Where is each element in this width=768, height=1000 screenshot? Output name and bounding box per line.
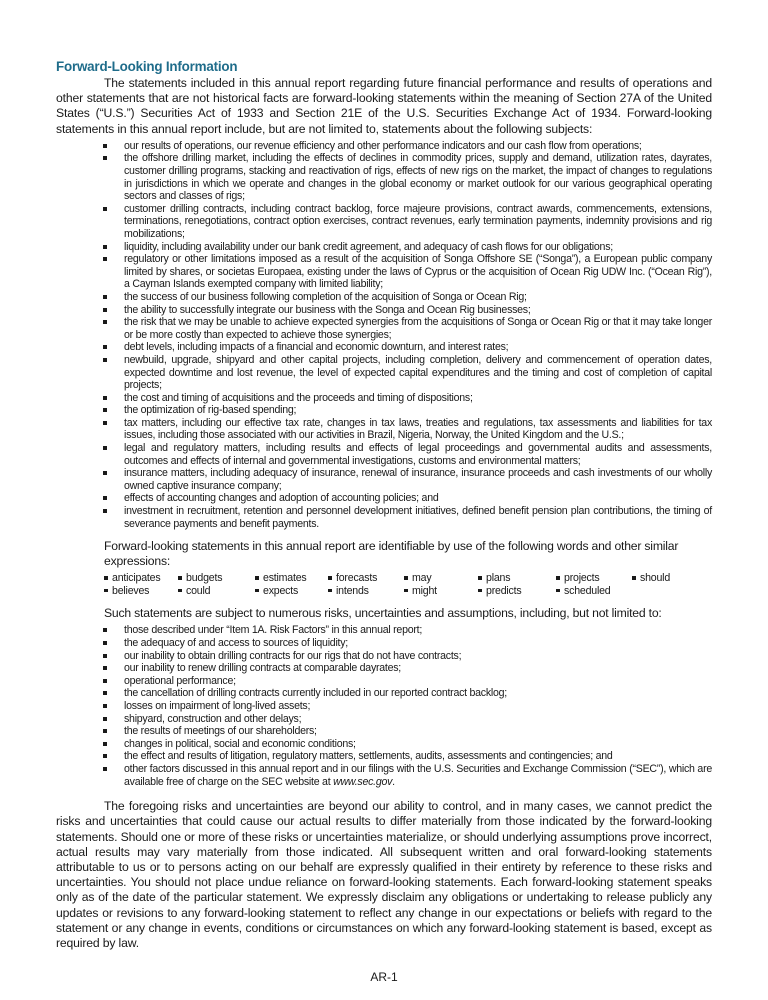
list-item-text: the results of meetings of our shareholders; <box>124 725 317 738</box>
risk-item <box>103 713 712 726</box>
risk-item <box>103 662 712 675</box>
subjects-list <box>56 140 712 530</box>
forward-looking-word <box>404 585 478 598</box>
risk-item <box>103 675 712 688</box>
subject-item <box>103 140 712 153</box>
list-item-text: losses on impairment of long-lived assets; <box>124 699 311 712</box>
word-text: may <box>412 572 432 585</box>
forward-looking-word <box>556 572 632 585</box>
subject-item <box>103 291 712 304</box>
forward-looking-word <box>178 572 255 585</box>
list-item-text: the effect and results of litigation, regulatory matters, settlements, audits, assessments and contingencies; and <box>124 750 613 763</box>
square-bullet-icon <box>104 589 108 593</box>
square-bullet-icon <box>178 576 182 580</box>
subject-item <box>103 316 712 341</box>
square-bullet-icon <box>103 641 107 645</box>
forward-looking-word <box>478 585 556 598</box>
risk-item <box>103 763 712 788</box>
square-bullet-icon <box>103 446 107 450</box>
square-bullet-icon <box>478 589 482 593</box>
square-bullet-icon <box>103 742 107 746</box>
subject-item <box>103 341 712 354</box>
square-bullet-icon <box>103 358 107 362</box>
list-item-text: the optimization of rig-based spending; <box>124 404 297 417</box>
list-item-text: regulatory or other limitations imposed as a result of the acquisition of Songa Offshore SE (“Songa”), a European public company limited by shares, or societas Europaea, existing under the laws of Cyprus or the acquisition of Ocean Rig UDW Inc. (“Ocean Rig”), a Cayman Islands exempted company with limited liability; <box>124 253 712 291</box>
sec-website-link[interactable]: www.sec.gov <box>333 775 393 788</box>
square-bullet-icon <box>103 654 107 658</box>
square-bullet-icon <box>103 144 107 148</box>
square-bullet-icon <box>103 691 107 695</box>
forward-looking-words-grid <box>104 572 712 597</box>
forward-looking-word <box>556 585 632 598</box>
square-bullet-icon <box>103 320 107 324</box>
list-item-text: the success of our business following completion of the acquisition of Songa or Ocean Rig; <box>124 290 527 303</box>
risk-item <box>103 687 712 700</box>
square-bullet-icon <box>404 576 408 580</box>
square-bullet-icon <box>103 396 107 400</box>
square-bullet-icon <box>103 767 107 771</box>
square-bullet-icon <box>103 729 107 733</box>
list-item-text: operational performance; <box>124 674 236 687</box>
square-bullet-icon <box>103 295 107 299</box>
square-bullet-icon <box>478 576 482 580</box>
word-text: intends <box>336 584 369 597</box>
word-text: plans <box>486 572 511 585</box>
word-text: should <box>640 572 671 585</box>
list-item-text: the risk that we may be unable to achieve expected synergies from the acquisitions of Songa or Ocean Rig or that it may take longer or be more costly than expected to achieve those synergies; <box>124 316 712 341</box>
word-text: might <box>412 584 437 597</box>
risk-item <box>103 700 712 713</box>
list-item-text: the ability to successfully integrate our business with the Songa and Ocean Rig businesses; <box>124 303 531 316</box>
risks-lead: Such statements are subject to numerous risks, uncertainties and assumptions, including, but not limited to: <box>104 606 662 621</box>
word-text: predicts <box>486 584 522 597</box>
list-item-text: debt levels, including impacts of a financial and economic downturn, and interest rates; <box>124 341 509 354</box>
list-item-text: insurance matters, including adequacy of insurance, renewal of insurance, insurance proceeds and cash investments of our wholly owned captive insurance company; <box>124 467 712 492</box>
list-item-text: our inability to obtain drilling contracts for our rigs that do not have contracts; <box>124 649 462 662</box>
square-bullet-icon <box>103 717 107 721</box>
list-item-text: those described under “Item 1A. Risk Factors” in this annual report; <box>124 624 423 637</box>
square-bullet-icon <box>103 471 107 475</box>
subject-item <box>103 253 712 291</box>
word-text: expects <box>263 584 299 597</box>
subject-item <box>103 404 712 417</box>
square-bullet-icon <box>328 576 332 580</box>
square-bullet-icon <box>103 156 107 160</box>
list-item-text: the offshore drilling market, including the effects of declines in commodity prices, supply and demand, utilization rates, dayrates, customer drilling programs, stacking and reactivation of rigs, effects of new rigs on the market, the impact of changes to regulations in jurisdictions in which we operate and changes in the global economy or market outlook for our various geographical operating sectors and classes of rigs; <box>124 152 712 203</box>
forward-looking-word <box>478 572 556 585</box>
square-bullet-icon <box>103 679 107 683</box>
square-bullet-icon <box>632 576 636 580</box>
document-page <box>56 58 712 951</box>
forward-looking-word <box>104 572 178 585</box>
word-text: forecasts <box>336 572 378 585</box>
square-bullet-icon <box>103 257 107 261</box>
square-bullet-icon <box>103 308 107 312</box>
forward-looking-word <box>255 572 328 585</box>
list-item-text: our inability to renew drilling contracts at comparable dayrates; <box>124 662 401 675</box>
list-item-text: newbuild, upgrade, shipyard and other capital projects, including completion, delivery and commencement of operation dates, expected downtime and lost revenue, the level of expected capital expenditures and the timing and cost of completion of capital projects; <box>124 353 712 392</box>
list-item-text: tax matters, including our effective tax rate, changes in tax laws, treaties and regulations, tax assessments and liabilities for tax issues, including those associated with our activities in Brazil, Nigeria, Norway, the United Kingdom and the U.S.; <box>124 416 712 442</box>
list-item-text: shipyard, construction and other delays; <box>124 712 302 725</box>
square-bullet-icon <box>255 589 259 593</box>
subject-item <box>103 467 712 492</box>
subject-item <box>103 505 712 530</box>
word-text: believes <box>112 584 150 597</box>
risks-list <box>56 624 712 788</box>
square-bullet-icon <box>556 589 560 593</box>
page-number: AR-1 <box>370 970 398 984</box>
list-item-text: the cancellation of drilling contracts currently included in our reported contract backlog; <box>124 687 507 700</box>
list-item-text: liquidity, including availability under our bank credit agreement, and adequacy of cash flows for our obligations; <box>124 240 613 253</box>
subject-item <box>103 152 712 202</box>
list-item-suffix: . <box>392 775 395 788</box>
risk-item <box>103 624 712 637</box>
list-item-text: effects of accounting changes and adoption of accounting policies; and <box>124 492 439 505</box>
square-bullet-icon <box>104 576 108 580</box>
subject-item <box>103 417 712 442</box>
forward-looking-word <box>255 585 328 598</box>
list-item-text: customer drilling contracts, including contract backlog, force majeure provisions, contract awards, commencements, extensions, terminations, renegotiations, contract option exercises, contract revenues, early termination payments, indemnity provisions and rig mobilizations; <box>124 202 712 240</box>
square-bullet-icon <box>178 589 182 593</box>
subject-item <box>103 392 712 405</box>
word-text: budgets <box>186 572 223 585</box>
list-item-text: investment in recruitment, retention and personnel development initiatives, defined benefit pension plan contributions, the timing of severance payments and benefit payments. <box>124 505 712 530</box>
risk-item <box>103 750 712 763</box>
word-text: projects <box>564 572 600 585</box>
word-text: anticipates <box>112 572 161 585</box>
list-item-text: legal and regulatory matters, including results and effects of legal proceedings and governmental audits and assessments, outcomes and effects of internal and governmental investigations, customs and environmental matters; <box>124 442 712 467</box>
square-bullet-icon <box>103 345 107 349</box>
square-bullet-icon <box>103 245 107 249</box>
forward-looking-word <box>328 572 404 585</box>
square-bullet-icon <box>556 576 560 580</box>
subject-item <box>103 203 712 241</box>
subject-item <box>103 241 712 254</box>
list-item-text: the cost and timing of acquisitions and the proceeds and timing of dispositions; <box>124 391 473 404</box>
list-item-text: our results of operations, our revenue efficiency and other performance indicators and our cash flow from operations; <box>124 139 642 152</box>
list-item-text: other factors discussed in this annual report and in our filings with the U.S. Securities and Exchange Commission (“SEC”), which are available free of charge on the SEC website at <box>124 762 712 788</box>
square-bullet-icon <box>103 666 107 670</box>
subject-item <box>103 304 712 317</box>
square-bullet-icon <box>103 509 107 513</box>
subject-item <box>103 442 712 467</box>
section-heading: Forward-Looking Information <box>56 59 238 74</box>
subject-item <box>103 354 712 392</box>
word-text: scheduled <box>564 584 611 597</box>
forward-looking-word <box>632 572 702 585</box>
square-bullet-icon <box>103 408 107 412</box>
words-lead: Forward-looking statements in this annual report are identifiable by use of the following words and other similar expressions: <box>104 539 679 569</box>
risk-item <box>103 725 712 738</box>
risk-item <box>103 738 712 751</box>
square-bullet-icon <box>103 754 107 758</box>
forward-looking-word <box>104 585 178 598</box>
forward-looking-word <box>328 585 404 598</box>
forward-looking-word <box>404 572 478 585</box>
square-bullet-icon <box>103 628 107 632</box>
square-bullet-icon <box>328 589 332 593</box>
square-bullet-icon <box>103 496 107 500</box>
square-bullet-icon <box>404 589 408 593</box>
word-text: estimates <box>263 572 307 585</box>
closing-paragraph: The foregoing risks and uncertainties are beyond our ability to control, and in many cases, we cannot predict the risks and uncertainties that could cause our actual results to differ materially from those indicated by the forward-looking statements. Should one or more of these risks or uncertainties materialize, or should underlying assumptions prove incorrect, actual results may vary materially from those indicated. All subsequent written and oral forward-looking statements attributable to us or to persons acting on our behalf are expressly qualified in their entirety by reference to these risks and uncertainties. You should not place undue reliance on forward-looking statements. Each forward-looking statement speaks only as of the date of the particular statement. We expressly disclaim any obligations or undertaking to release publicly any updates or revisions to any forward-looking statement to reflect any change in our expectations or beliefs with regard to the statement or any change in events, conditions or circumstances on which any forward-looking statement is based, except as required by law. <box>56 799 712 950</box>
forward-looking-word <box>178 585 255 598</box>
risk-item <box>103 650 712 663</box>
risk-item <box>103 637 712 650</box>
square-bullet-icon <box>103 207 107 211</box>
list-item-text: the adequacy of and access to sources of liquidity; <box>124 637 348 649</box>
square-bullet-icon <box>255 576 259 580</box>
square-bullet-icon <box>103 704 107 708</box>
square-bullet-icon <box>103 421 107 425</box>
list-item-text: changes in political, social and economic conditions; <box>124 737 356 750</box>
subject-item <box>103 492 712 505</box>
intro-paragraph: The statements included in this annual report regarding future financial performance and results of operations and other statements that are not historical facts are forward-looking statements within the meaning of Section 27A of the United States (“U.S.”) Securities Act of 1933 and Section 21E of the U.S. Securities Exchange Act of 1934. Forward-looking statements in this annual report include, but are not limited to, statements about the following subjects: <box>56 76 712 136</box>
word-text: could <box>186 584 211 597</box>
